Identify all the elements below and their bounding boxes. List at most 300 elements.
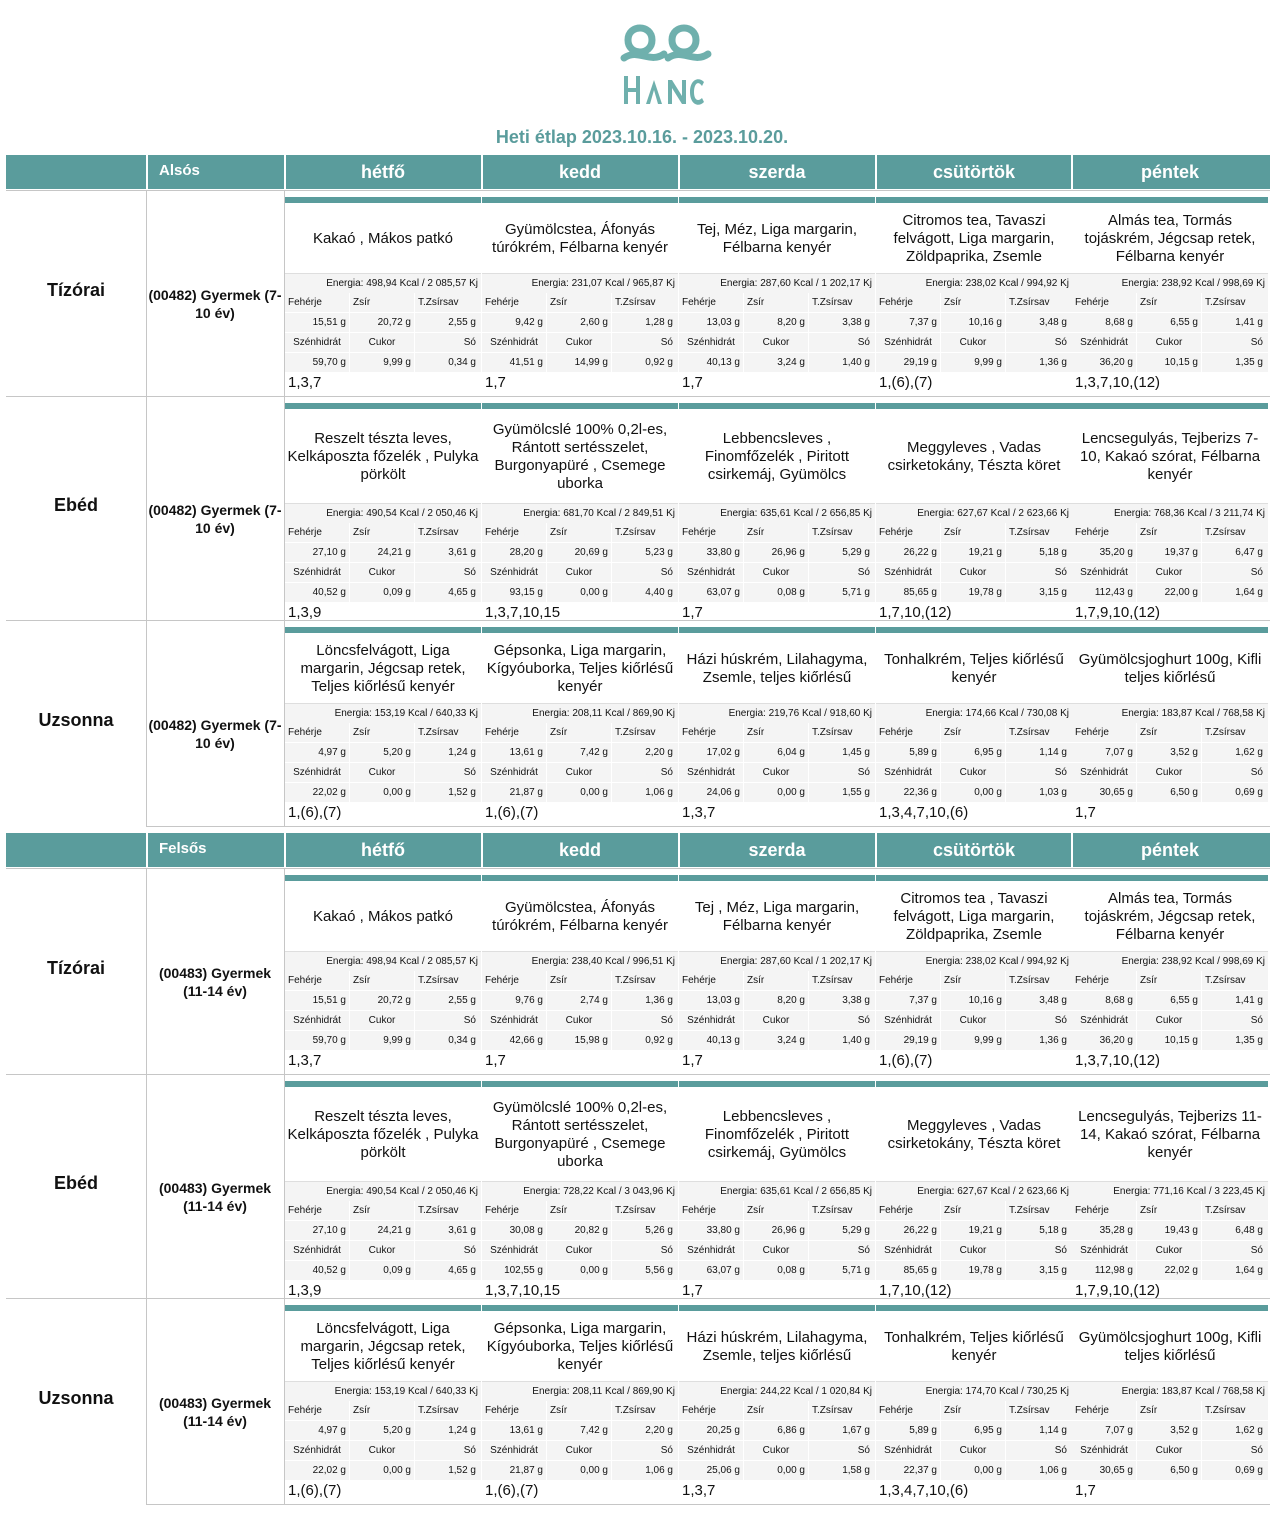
protein-label: Fehérje <box>682 975 716 986</box>
nutrient-divider <box>611 313 612 332</box>
protein-value: 7,07 g <box>1105 747 1133 758</box>
nutrient-divider <box>1136 293 1137 312</box>
salt-label: Só <box>463 1245 476 1256</box>
protein-label: Fehérje <box>1075 1405 1109 1416</box>
nutrient-divider <box>1005 1221 1006 1240</box>
carb-value: 36,20 g <box>1099 1035 1133 1046</box>
day-menu-cell <box>679 1305 875 1505</box>
nutrient-divider <box>349 353 350 372</box>
cell-accent-bar <box>679 1305 875 1311</box>
nutrient-divider <box>349 1461 350 1480</box>
dish-list: Gyümölcstea, Áfonyás túrókrém, Félbarna kenyér <box>492 221 668 256</box>
protein-value: 7,37 g <box>909 317 937 328</box>
nutrient-divider <box>1136 1461 1137 1480</box>
nutrient-divider <box>349 523 350 542</box>
nutrient-divider <box>1136 1241 1137 1260</box>
energy-row <box>1072 1181 1268 1201</box>
nutrient-divider <box>414 1441 415 1460</box>
day-menu-cell <box>1072 627 1268 827</box>
salt-label: Só <box>857 567 870 578</box>
dish-list: Gyümölcslé 100% 0,2l-es, Rántott sertésszelet, Burgonyapüré , Csemege uborka <box>492 1099 668 1170</box>
nutrient-label-row <box>876 1401 1072 1420</box>
carb-value: 63,07 g <box>706 587 740 598</box>
svg-text:Hancs: Hancs <box>618 18 621 19</box>
protein-value: 4,97 g <box>318 1425 346 1436</box>
nutrient-divider <box>414 763 415 782</box>
day-menu-cell <box>1072 403 1268 621</box>
dish-list: Löncsfelvágott, Liga margarin, Jégcsap retek, Teljes kiőrlésű kenyér <box>300 1320 466 1373</box>
salt-label: Só <box>463 567 476 578</box>
nutrient-divider <box>743 723 744 742</box>
nutrient-value-row <box>876 1421 1072 1440</box>
nutrient-label-row <box>482 1201 678 1220</box>
protein-value: 8,68 g <box>1105 317 1133 328</box>
nutrient-divider <box>743 523 744 542</box>
satfat-label: T.Zsírsav <box>1009 297 1050 308</box>
nutrient-value-row <box>482 1221 678 1240</box>
nutrient-value-row <box>876 1221 1072 1240</box>
satfat-value: 3,48 g <box>1039 995 1067 1006</box>
salt-label: Só <box>660 337 673 348</box>
salt-label: Só <box>1054 1015 1067 1026</box>
protein-label: Fehérje <box>682 1205 716 1216</box>
nutrient-divider <box>349 293 350 312</box>
nutrient-value-row <box>1072 991 1268 1010</box>
day-header: péntek <box>1140 840 1200 860</box>
day-menu-cell <box>285 1081 481 1299</box>
fat-label: Zsír <box>550 727 568 738</box>
salt-label: Só <box>660 1445 673 1456</box>
nutrient-divider <box>808 543 809 562</box>
nutrient-label-row <box>482 293 678 312</box>
fat-label: Zsír <box>1140 975 1158 986</box>
carb-label: Szénhidrát <box>1080 337 1128 348</box>
nutrient-divider <box>546 1031 547 1050</box>
meal-group <box>6 620 1270 827</box>
carb-label: Szénhidrát <box>293 1445 341 1456</box>
satfat-value: 1,62 g <box>1235 1425 1263 1436</box>
meal-group <box>6 868 1270 1075</box>
nutrient-label-row <box>482 333 678 352</box>
protein-label: Fehérje <box>288 297 322 308</box>
allergen-codes: 1,7 <box>682 604 703 621</box>
nutrient-divider <box>940 743 941 762</box>
salt-value: 4,65 g <box>448 587 476 598</box>
salt-value: 1,58 g <box>842 1465 870 1476</box>
nutrient-label-row <box>876 1201 1072 1220</box>
nutrient-label-row <box>876 1441 1072 1460</box>
nutrient-label-row <box>1072 293 1268 312</box>
nutrient-label-row <box>876 333 1072 352</box>
nutrient-divider <box>414 1241 415 1260</box>
fat-label: Zsír <box>944 727 962 738</box>
nutrient-divider <box>349 583 350 602</box>
salt-value: 1,03 g <box>1039 787 1067 798</box>
nutrient-divider <box>940 353 941 372</box>
nutrient-label-row <box>1072 971 1268 990</box>
nutrient-divider <box>1136 763 1137 782</box>
energy-value: Energia: 728,22 Kcal / 3 043,96 Kj <box>523 1186 675 1197</box>
dish-list: Tej , Méz, Liga margarin, Félbarna kenyér <box>694 899 860 934</box>
allergen-codes: 1,(6),(7) <box>485 1482 539 1499</box>
satfat-value: 1,14 g <box>1039 1425 1067 1436</box>
fat-label: Zsír <box>1140 1405 1158 1416</box>
nutrient-divider <box>1136 991 1137 1010</box>
energy-value: Energia: 287,60 Kcal / 1 202,17 Kj <box>720 956 872 967</box>
nutrient-divider <box>1201 543 1202 562</box>
energy-value: Energia: 635,61 Kcal / 2 656,85 Kj <box>720 1186 872 1197</box>
sugar-value: 6,50 g <box>1170 787 1198 798</box>
fat-value: 6,95 g <box>974 1425 1002 1436</box>
protein-label: Fehérje <box>1075 975 1109 986</box>
meal-name: Tízórai <box>46 280 105 300</box>
nutrient-divider <box>414 1461 415 1480</box>
sugar-value: 3,24 g <box>777 1035 805 1046</box>
fat-value: 20,69 g <box>574 547 608 558</box>
salt-value: 3,15 g <box>1039 1265 1067 1276</box>
day-header: péntek <box>1140 162 1200 182</box>
protein-label: Fehérje <box>485 1205 519 1216</box>
allergen-codes: 1,(6),(7) <box>879 374 933 391</box>
energy-value: Energia: 635,61 Kcal / 2 656,85 Kj <box>720 508 872 519</box>
nutrient-divider <box>546 1441 547 1460</box>
sugar-label: Cukor <box>368 337 396 348</box>
salt-label: Só <box>463 1445 476 1456</box>
nutrient-divider <box>611 1241 612 1260</box>
protein-value: 30,08 g <box>509 1225 543 1236</box>
section-header <box>6 155 1270 189</box>
day-menu-cell <box>285 627 481 827</box>
carb-value: 63,07 g <box>706 1265 740 1276</box>
sugar-value: 0,00 g <box>777 1465 805 1476</box>
salt-label: Só <box>660 567 673 578</box>
nutrient-divider <box>1201 333 1202 352</box>
protein-label: Fehérje <box>1075 527 1109 538</box>
nutrient-label-row <box>1072 723 1268 742</box>
nutrient-value-row <box>1072 1461 1268 1480</box>
energy-row <box>285 1181 481 1201</box>
nutrient-divider <box>808 313 809 332</box>
nutrient-divider <box>349 333 350 352</box>
energy-row <box>679 273 875 293</box>
nutrient-divider <box>414 1201 415 1220</box>
sugar-value: 10,15 g <box>1164 357 1198 368</box>
energy-value: Energia: 771,16 Kcal / 3 223,45 Kj <box>1113 1186 1265 1197</box>
nutrient-divider <box>940 293 941 312</box>
satfat-value: 3,38 g <box>842 995 870 1006</box>
fat-value: 6,86 g <box>777 1425 805 1436</box>
sugar-value: 0,00 g <box>974 787 1002 798</box>
nutrient-value-row <box>876 313 1072 332</box>
allergen-codes: 1,7 <box>485 374 506 391</box>
nutrient-divider <box>1201 1241 1202 1260</box>
dish-list: Almás tea, Tormás tojáskrém, Jégcsap retek, Félbarna kenyér <box>1084 890 1256 943</box>
nutrient-value-row <box>876 743 1072 762</box>
cell-accent-bar <box>285 627 481 633</box>
nutrient-value-row <box>1072 583 1268 602</box>
sugar-value: 14,99 g <box>574 357 608 368</box>
nutrient-divider <box>940 763 941 782</box>
dish-list: Gyümölcstea, Áfonyás túrókrém, Félbarna kenyér <box>492 899 668 934</box>
cell-accent-bar <box>482 1081 678 1087</box>
salt-value: 1,64 g <box>1235 1265 1263 1276</box>
allergen-codes: 1,7,10,(12) <box>879 604 952 621</box>
nutrient-value-row <box>285 1031 481 1050</box>
nutrient-divider <box>1201 743 1202 762</box>
nutrient-value-row <box>1072 743 1268 762</box>
allergen-codes: 1,7 <box>682 1052 703 1069</box>
meal-name: Ebéd <box>53 495 98 515</box>
fat-label: Zsír <box>1140 297 1158 308</box>
nutrient-divider <box>414 583 415 602</box>
nutrient-divider <box>1201 1011 1202 1030</box>
cell-accent-bar <box>679 1081 875 1087</box>
nutrient-value-row <box>876 1261 1072 1280</box>
protein-value: 15,51 g <box>312 317 346 328</box>
salt-label: Só <box>857 1015 870 1026</box>
nutrient-divider <box>808 743 809 762</box>
energy-row <box>876 703 1072 723</box>
nutrient-label-row <box>876 723 1072 742</box>
protein-label: Fehérje <box>288 727 322 738</box>
day-menu-cell <box>482 1081 678 1299</box>
nutrient-label-row <box>1072 1401 1268 1420</box>
fat-label: Zsír <box>944 297 962 308</box>
nutrient-divider <box>1005 1201 1006 1220</box>
nutrient-divider <box>546 743 547 762</box>
energy-value: Energia: 627,67 Kcal / 2 623,66 Kj <box>917 508 1069 519</box>
protein-value: 13,61 g <box>509 747 543 758</box>
energy-row <box>679 703 875 723</box>
cell-accent-bar <box>679 197 875 203</box>
nutrient-divider <box>940 723 941 742</box>
nutrient-divider <box>743 1201 744 1220</box>
salt-value: 0,69 g <box>1235 787 1263 798</box>
cell-accent-bar <box>679 627 875 633</box>
nutrient-divider <box>1201 1031 1202 1050</box>
nutrient-divider <box>546 1011 547 1030</box>
allergen-codes: 1,3,7,10,(12) <box>1075 1052 1161 1069</box>
energy-row <box>285 951 481 971</box>
carb-label: Szénhidrát <box>884 1445 932 1456</box>
cell-accent-bar <box>482 1305 678 1311</box>
fat-label: Zsír <box>747 975 765 986</box>
nutrient-divider <box>743 971 744 990</box>
fat-value: 8,20 g <box>777 995 805 1006</box>
nutrient-divider <box>1201 563 1202 582</box>
satfat-label: T.Zsírsav <box>615 1205 656 1216</box>
nutrient-divider <box>1005 523 1006 542</box>
satfat-label: T.Zsírsav <box>1009 727 1050 738</box>
nutrient-divider <box>1136 353 1137 372</box>
salt-value: 0,92 g <box>645 357 673 368</box>
nutrient-label-row <box>1072 1441 1268 1460</box>
energy-row <box>482 503 678 523</box>
nutrient-divider <box>414 991 415 1010</box>
satfat-label: T.Zsírsav <box>1009 1205 1050 1216</box>
fat-label: Zsír <box>550 1405 568 1416</box>
energy-value: Energia: 174,70 Kcal / 730,25 Kj <box>925 1386 1069 1397</box>
energy-value: Energia: 153,19 Kcal / 640,33 Kj <box>334 1386 478 1397</box>
nutrient-divider <box>414 313 415 332</box>
cell-accent-bar <box>1072 403 1268 409</box>
nutrient-divider <box>743 1241 744 1260</box>
nutrient-divider <box>940 333 941 352</box>
nutrient-divider <box>808 991 809 1010</box>
nutrient-divider <box>743 1421 744 1440</box>
energy-row <box>1072 703 1268 723</box>
carb-label: Szénhidrát <box>1080 567 1128 578</box>
salt-label: Só <box>1054 337 1067 348</box>
nutrient-divider <box>546 1401 547 1420</box>
salt-label: Só <box>1250 567 1263 578</box>
dish-list: Gyümölcslé 100% 0,2l-es, Rántott sertésszelet, Burgonyapüré , Csemege uborka <box>492 421 668 492</box>
nutrient-divider <box>808 723 809 742</box>
sugar-value: 9,99 g <box>383 1035 411 1046</box>
carb-label: Szénhidrát <box>687 1015 735 1026</box>
protein-label: Fehérje <box>879 297 913 308</box>
nutrient-label-row <box>679 293 875 312</box>
fat-value: 6,55 g <box>1170 317 1198 328</box>
satfat-label: T.Zsírsav <box>812 527 853 538</box>
sugar-label: Cukor <box>762 1445 790 1456</box>
salt-label: Só <box>1250 1015 1263 1026</box>
sugar-value: 0,00 g <box>580 587 608 598</box>
nutrient-divider <box>349 1221 350 1240</box>
fat-value: 6,95 g <box>974 747 1002 758</box>
satfat-label: T.Zsírsav <box>615 297 656 308</box>
nutrient-divider <box>1201 1401 1202 1420</box>
protein-label: Fehérje <box>682 1405 716 1416</box>
sugar-value: 19,78 g <box>968 587 1002 598</box>
fat-label: Zsír <box>944 1205 962 1216</box>
satfat-label: T.Zsírsav <box>1205 1405 1246 1416</box>
fat-value: 7,42 g <box>580 747 608 758</box>
nutrient-divider <box>808 523 809 542</box>
carb-label: Szénhidrát <box>490 567 538 578</box>
allergen-codes: 1,7 <box>485 1052 506 1069</box>
nutrient-divider <box>940 1421 941 1440</box>
protein-value: 5,89 g <box>909 1425 937 1436</box>
carb-value: 21,87 g <box>509 787 543 798</box>
day-menu-cell <box>679 875 875 1075</box>
allergen-codes: 1,3,9 <box>288 604 322 621</box>
nutrient-divider <box>808 1401 809 1420</box>
sugar-label: Cukor <box>1155 337 1183 348</box>
nutrient-value-row <box>679 743 875 762</box>
meal-name: Uzsonna <box>38 710 114 730</box>
protein-value: 35,20 g <box>1099 547 1133 558</box>
cell-accent-bar <box>285 403 481 409</box>
nutrient-divider <box>546 1221 547 1240</box>
nutrient-divider <box>808 1011 809 1030</box>
day-menu-cell <box>679 403 875 621</box>
carb-value: 93,15 g <box>509 587 543 598</box>
carb-label: Szénhidrát <box>490 767 538 778</box>
day-menu-cell <box>482 627 678 827</box>
nutrient-divider <box>743 1401 744 1420</box>
day-header: szerda <box>748 840 806 860</box>
nutrient-divider <box>414 1421 415 1440</box>
day-menu-cell <box>285 197 481 397</box>
nutrient-label-row <box>679 1441 875 1460</box>
protein-value: 9,42 g <box>515 317 543 328</box>
nutrient-label-row <box>482 1441 678 1460</box>
nutrient-divider <box>1005 333 1006 352</box>
nutrient-value-row <box>285 1461 481 1480</box>
salt-label: Só <box>1250 337 1263 348</box>
fat-label: Zsír <box>747 1205 765 1216</box>
day-menu-cell <box>482 875 678 1075</box>
energy-row <box>679 503 875 523</box>
satfat-label: T.Zsírsav <box>812 727 853 738</box>
nutrient-divider <box>1005 563 1006 582</box>
day-menu-cell <box>876 1081 1072 1299</box>
protein-value: 13,03 g <box>706 317 740 328</box>
sugar-label: Cukor <box>565 567 593 578</box>
nutrient-label-row <box>285 971 481 990</box>
carb-value: 102,55 g <box>504 1265 543 1276</box>
nutrient-divider <box>1136 543 1137 562</box>
allergen-codes: 1,7 <box>1075 1482 1096 1499</box>
protein-label: Fehérje <box>879 975 913 986</box>
energy-value: Energia: 238,40 Kcal / 996,51 Kj <box>531 956 675 967</box>
nutrient-divider <box>611 1421 612 1440</box>
nutrient-divider <box>743 313 744 332</box>
fat-value: 2,74 g <box>580 995 608 1006</box>
salt-label: Só <box>1054 1445 1067 1456</box>
nutrient-divider <box>1136 723 1137 742</box>
carb-value: 36,20 g <box>1099 357 1133 368</box>
nutrient-divider <box>1201 1461 1202 1480</box>
satfat-label: T.Zsírsav <box>812 1205 853 1216</box>
salt-value: 1,36 g <box>1039 1035 1067 1046</box>
cell-accent-bar <box>876 197 1072 203</box>
nutrient-label-row <box>679 333 875 352</box>
nutrient-divider <box>349 723 350 742</box>
salt-label: Só <box>1250 767 1263 778</box>
carb-label: Szénhidrát <box>884 1015 932 1026</box>
sugar-label: Cukor <box>1155 767 1183 778</box>
satfat-label: T.Zsírsav <box>1009 1405 1050 1416</box>
carb-value: 30,65 g <box>1099 787 1133 798</box>
nutrient-value-row <box>679 783 875 802</box>
nutrient-value-row <box>482 991 678 1010</box>
allergen-codes: 1,3,7,10,15 <box>485 1282 561 1299</box>
fat-value: 3,52 g <box>1170 1425 1198 1436</box>
nutrient-divider <box>743 333 744 352</box>
nutrient-value-row <box>285 313 481 332</box>
fat-label: Zsír <box>1140 727 1158 738</box>
satfat-label: T.Zsírsav <box>1205 297 1246 308</box>
satfat-label: T.Zsírsav <box>615 1405 656 1416</box>
sugar-value: 9,99 g <box>974 357 1002 368</box>
nutrient-divider <box>546 543 547 562</box>
nutrient-value-row <box>679 543 875 562</box>
nutrient-value-row <box>482 543 678 562</box>
protein-label: Fehérje <box>879 727 913 738</box>
nutrient-divider <box>349 1031 350 1050</box>
column-divider <box>146 1075 147 1299</box>
nutrient-value-row <box>482 353 678 372</box>
section-bottom-border <box>146 826 1270 827</box>
sugar-value: 0,08 g <box>777 587 805 598</box>
salt-label: Só <box>463 1015 476 1026</box>
energy-value: Energia: 238,02 Kcal / 994,92 Kj <box>925 278 1069 289</box>
sugar-label: Cukor <box>762 1245 790 1256</box>
dish-list: Kakaó , Mákos patkó <box>312 908 454 925</box>
energy-row <box>482 1181 678 1201</box>
